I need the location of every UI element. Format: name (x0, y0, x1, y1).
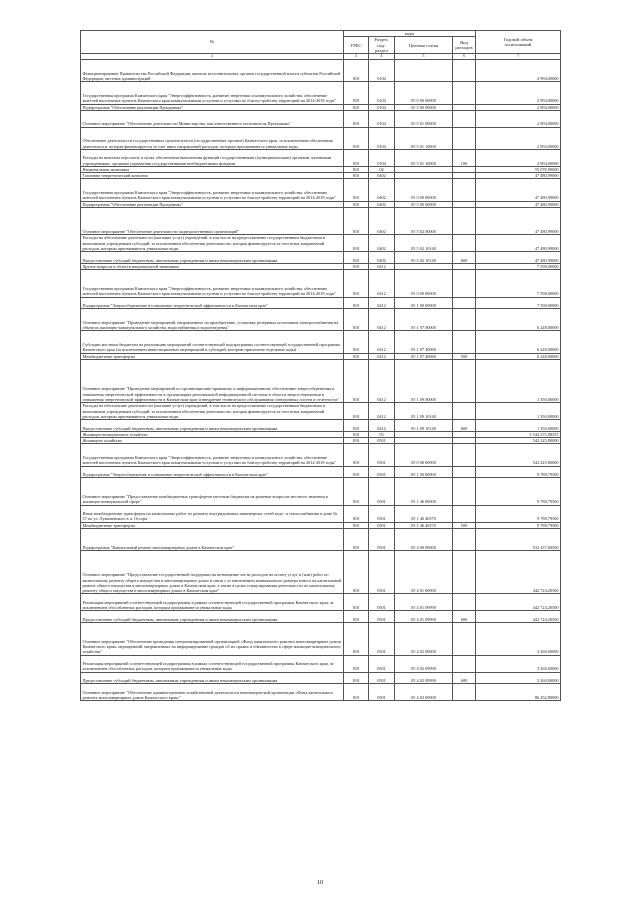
row-amount: 47 480,99000 (476, 235, 561, 252)
row-target-article: 05 1 09 00000 (395, 359, 453, 402)
row-name: Предоставление субсидий бюджетным, автономным учреждениям и иным некоммерческим организациям (81, 611, 344, 623)
row-amount: 2 994,00000 (476, 82, 561, 104)
row-target-article: 05 1 09 10140 (395, 420, 453, 432)
row-razdel: 0412 (369, 331, 395, 353)
row-razdel: 0501 (369, 478, 395, 506)
column-number: 2 (81, 54, 344, 60)
row-name: Предоставление субсидий бюджетным, автономным учреждениям и иным некоммерческим организациям (81, 420, 344, 432)
row-amount: 2 994,00000 (476, 104, 561, 110)
row-amount: 2 994,00000 (476, 127, 561, 149)
row-expense-type: 600 (453, 252, 476, 264)
row-target-article: 05 4 01 09990 (395, 594, 453, 611)
row-target-article: 05 4 03 00000 (395, 684, 453, 701)
row-razdel: 0104 (369, 82, 395, 104)
row-grbs: 810 (344, 528, 369, 550)
row-grbs: 810 (344, 201, 369, 207)
row-grbs: 810 (344, 309, 369, 331)
row-razdel: 0501 (369, 528, 395, 550)
row-amount: 542 225,80000 (476, 444, 561, 466)
table-row (81, 179, 561, 201)
table-row (81, 149, 561, 166)
row-amount: 542 225,80000 (476, 438, 561, 444)
row-expense-type (453, 309, 476, 331)
row-expense-type (453, 331, 476, 353)
row-grbs: 810 (344, 444, 369, 466)
table-row (81, 82, 561, 104)
row-grbs: 810 (344, 60, 369, 82)
row-amount: 532 437,00500 (476, 528, 561, 550)
row-expense-type (453, 403, 476, 420)
table-row (81, 505, 561, 522)
row-amount: 442 724,20500 (476, 594, 561, 611)
row-name: Жилищное хозяйство (81, 438, 344, 444)
row-name: Топливно-энергетический комплекс (81, 173, 344, 179)
row-name: Функционирование Правительства Российской Федерации, высших исполнительных органов государственной власти субъектов Российской Федерации, местных администраций (81, 60, 344, 82)
row-razdel: 0412 (369, 359, 395, 402)
row-target-article: 05 5 01 10000 (395, 127, 453, 149)
row-expense-type (453, 60, 476, 82)
header-target: Целевая статья (395, 37, 453, 54)
row-amount: 442 724,20500 (476, 611, 561, 623)
row-target-article: 05 1 46 40370 (395, 505, 453, 522)
row-name: Подпрограмма "Обеспечение реализации Программы" (81, 201, 344, 207)
row-name: Жилищно-коммунальное хозяйство (81, 431, 344, 437)
row-grbs: 810 (344, 110, 369, 127)
row-expense-type (453, 594, 476, 611)
row-razdel: 0501 (369, 551, 395, 594)
row-name: Государственная программа Камчатского края "Энергоэффективность, развитие энергетики и коммунального хозяйства, обеспечение жителей населенных пунктов Камчатского края коммунальными услугами и услугами по благоустройству территорий на 2014-2018 годы" (81, 270, 344, 298)
row-amount: 7 598,00000 (476, 297, 561, 309)
row-target-article: 05 0 00 00000 (395, 82, 453, 104)
row-razdel: 0501 (369, 611, 395, 623)
row-target-article: 05 1 07 40060 (395, 353, 453, 359)
table-row (81, 444, 561, 466)
row-grbs: 810 (344, 684, 369, 701)
row-expense-type (453, 655, 476, 672)
table-row (81, 655, 561, 672)
row-name: Другие вопросы в области национальной экономики (81, 263, 344, 269)
row-name: Подпрограмма "Энергосбережение и повышение энергетической эффективности в Камчатском крае" (81, 297, 344, 309)
row-amount: 47 480,99000 (476, 207, 561, 235)
table-row (81, 297, 561, 309)
page-number: 10 (316, 879, 324, 886)
row-target-article: 05 4 02 00000 (395, 622, 453, 655)
row-grbs: 810 (344, 403, 369, 420)
row-target-article: 05 0 00 00000 (395, 444, 453, 466)
row-name: Основное мероприятие "Проведение мероприятий, направленных на приобретение, установку резервных источников электроснабжения на объектах жилищно-коммунального хозяйства, водоснабжения и водоотведения" (81, 309, 344, 331)
row-target-article: 05 4 02 09990 (395, 672, 453, 684)
row-target-article: 05 1 07 00000 (395, 309, 453, 331)
row-expense-type (453, 505, 476, 522)
table-row (81, 110, 561, 127)
row-expense-type: 600 (453, 672, 476, 684)
row-name: Субсидии местным бюджетам на реализацию мероприятий соответствующей подпрограммы соответствующей государственной программы Камчатского края (за исключением инвестиционных мероприятий и субсидий, которым присвоены отдельные коды) (81, 331, 344, 353)
row-amount: 7 598,00000 (476, 263, 561, 269)
row-grbs: 810 (344, 104, 369, 110)
row-expense-type: 100 (453, 149, 476, 166)
row-name: Реализация мероприятий соответствующей подпрограммы в рамках соответствующей государственной программы Камчатского края, за исключением обособленных расходов, которым присваиваются уникальные коды (81, 594, 344, 611)
table-row (81, 672, 561, 684)
row-grbs: 810 (344, 431, 369, 437)
row-razdel: 0412 (369, 403, 395, 420)
row-razdel: 0501 (369, 622, 395, 655)
row-name: Реализация мероприятий соответствующей подпрограммы в рамках соответствующей государственной программы Камчатского края, за исключением обособленных расходов, которым присваиваются уникальные коды (81, 655, 344, 672)
row-grbs: 810 (344, 270, 369, 298)
header-amount: Годовой объем ассигнований (476, 31, 561, 54)
row-amount: 55 078,99000 (476, 166, 561, 172)
table-row (81, 684, 561, 701)
row-expense-type (453, 207, 476, 235)
row-razdel: 05 (369, 431, 395, 437)
row-target-article: 05 5 02 10140 (395, 252, 453, 264)
row-grbs: 810 (344, 551, 369, 594)
row-razdel: 0412 (369, 353, 395, 359)
table-row (81, 478, 561, 506)
row-razdel: 0412 (369, 309, 395, 331)
row-amount: 6 248,00000 (476, 331, 561, 353)
row-amount: 1 350,00000 (476, 403, 561, 420)
row-expense-type (453, 359, 476, 402)
row-name: Расходы на выплаты персоналу в целях обеспечения выполнения функций государственными (муниципальными) органами, казенными учреждениями, органами управления государственными внебюджетными фондами (81, 149, 344, 166)
row-grbs: 810 (344, 672, 369, 684)
column-number: 5 (395, 54, 453, 60)
table-row (81, 528, 561, 550)
row-grbs: 810 (344, 359, 369, 402)
row-expense-type: 500 (453, 522, 476, 528)
row-expense-type: 500 (453, 353, 476, 359)
row-razdel: 0104 (369, 110, 395, 127)
row-grbs: 810 (344, 353, 369, 359)
row-amount: 3 260,00000 (476, 672, 561, 684)
row-expense-type (453, 82, 476, 104)
row-amount: 9 788,79500 (476, 505, 561, 522)
row-expense-type (453, 622, 476, 655)
row-target-article: 05 5 00 00000 (395, 104, 453, 110)
budget-sheet (80, 30, 560, 701)
row-grbs: 810 (344, 252, 369, 264)
row-grbs: 810 (344, 522, 369, 528)
row-expense-type (453, 179, 476, 201)
row-amount: 9 788,79500 (476, 478, 561, 506)
row-grbs: 810 (344, 655, 369, 672)
row-razdel: 0104 (369, 149, 395, 166)
row-razdel: 0501 (369, 466, 395, 478)
row-grbs: 810 (344, 466, 369, 478)
row-razdel: 0402 (369, 207, 395, 235)
table-row (81, 622, 561, 655)
row-grbs: 810 (344, 622, 369, 655)
table-row (81, 611, 561, 623)
header-vid: Вид расходов (453, 37, 476, 54)
row-razdel: 0501 (369, 594, 395, 611)
table-row (81, 359, 561, 402)
table-row (81, 127, 561, 149)
row-target-article: 05 4 01 00000 (395, 551, 453, 594)
row-expense-type (453, 110, 476, 127)
row-razdel: 0402 (369, 173, 395, 179)
row-razdel: 0402 (369, 252, 395, 264)
row-grbs: 810 (344, 420, 369, 432)
row-amount: 6 248,00000 (476, 309, 561, 331)
row-razdel: 0501 (369, 505, 395, 522)
table-row (81, 403, 561, 420)
row-razdel: 0412 (369, 420, 395, 432)
row-name: Основное мероприятие "Обеспечение деятельности подведомственных организаций" (81, 207, 344, 235)
row-amount: 47 480,99000 (476, 173, 561, 179)
table-row (81, 309, 561, 331)
row-name: Межбюджетные трансферты (81, 353, 344, 359)
row-target-article: 05 4 02 09990 (395, 655, 453, 672)
row-expense-type (453, 551, 476, 594)
row-amount: 1 350,00000 (476, 420, 561, 432)
row-razdel: 0412 (369, 263, 395, 269)
row-name: Основное мероприятие "Обеспечение деятельности Министерства, как ответственного исполнителя Программы" (81, 110, 344, 127)
row-target-article: 05 1 07 40060 (395, 331, 453, 353)
table-row (81, 270, 561, 298)
row-target-article: 05 1 46 00000 (395, 478, 453, 506)
row-expense-type (453, 478, 476, 506)
row-grbs: 810 (344, 127, 369, 149)
row-razdel: 0104 (369, 60, 395, 82)
row-target-article: 05 1 09 10140 (395, 403, 453, 420)
row-expense-type (453, 297, 476, 309)
row-target-article: 05 1 00 00000 (395, 466, 453, 478)
row-grbs: 810 (344, 149, 369, 166)
row-grbs: 810 (344, 297, 369, 309)
table-row (81, 60, 561, 82)
row-name: Подпрограмма "Капитальный ремонт многоквартирных домов в Камчатском крае" (81, 528, 344, 550)
row-name: Предоставление субсидий бюджетным, автономным учреждениям и иным некоммерческим организациям (81, 672, 344, 684)
row-grbs: 810 (344, 166, 369, 172)
row-razdel: 0412 (369, 297, 395, 309)
row-target-article: 05 1 46 40370 (395, 522, 453, 528)
row-razdel: 0104 (369, 127, 395, 149)
row-grbs: 810 (344, 179, 369, 201)
row-expense-type (453, 270, 476, 298)
row-expense-type (453, 684, 476, 701)
row-amount: 2 994,00000 (476, 149, 561, 166)
row-name: Расходы на обеспечение деятельности (оказание услуг) учреждений, в том числе на предоставление государственным бюджетным и автономным учреждениям субсидий, за исключением обеспечения деятельности, которая финансируется за счет иных направлений расходов, которым присваиваются уникальные коды (81, 403, 344, 420)
row-name: Иные межбюджетные трансферты на капитальные работ по ремонту внутридомовых инженерных сетей водо- и теплоснабжения в доме № 57 по ул. Лукашевского в п. Оссора (81, 505, 344, 522)
row-target-article (395, 60, 453, 82)
row-name: Предоставление субсидий бюджетным, автономным учреждениям и иным некоммерческим организациям (81, 252, 344, 264)
row-grbs: 810 (344, 207, 369, 235)
row-razdel: 0501 (369, 672, 395, 684)
row-name: Государственная программа Камчатского края "Энергоэффективность, развитие энергетики и коммунального хозяйства, обеспечение жителей населенных пунктов Камчатского края коммунальными услугами и услугами по благоустройству территорий на 2014-2018 годы" (81, 82, 344, 104)
row-target-article: 05 5 01 10000 (395, 149, 453, 166)
row-grbs: 810 (344, 505, 369, 522)
row-expense-type (453, 466, 476, 478)
row-razdel: 0412 (369, 270, 395, 298)
row-amount: 3 260,00000 (476, 622, 561, 655)
row-amount: 47 480,99000 (476, 252, 561, 264)
column-number: 3 (344, 54, 369, 60)
row-expense-type (453, 127, 476, 149)
row-amount: 1 350,00000 (476, 359, 561, 402)
row-target-article: 05 0 00 00000 (395, 270, 453, 298)
row-name: Государственная программа Камчатского края "Энергоэффективность, развитие энергетики и коммунального хозяйства, обеспечение жителей населенных пунктов Камчатского края коммунальными услугами и услугами по благоустройству территорий на 2014-2018 годы" (81, 444, 344, 466)
row-name: Обеспечение деятельности государственных органов власти (государственных органов) Камчатского края, за исключением обеспечения деятельности, которая финансируется за счет иных направлений расходов, которым присваиваются уникальные коды (81, 127, 344, 149)
row-name: Государственная программа Камчатского края "Энергоэффективность, развитие энергетики и коммунального хозяйства, обеспечение жителей населенных пунктов Камчатского края коммунальными услугами и услугами по благоустройству территорий на 2014-2018 годы" (81, 179, 344, 201)
row-razdel: 0402 (369, 235, 395, 252)
row-name: Основное мероприятие "Обеспечение проведения специализированной организацией «Фонд капитального ремонта многоквартирных домов Камчатского края» мероприятий, направленных на информирование граждан об их правах и обязанностях в сфере жилищно-коммунального хозяйства" (81, 622, 344, 655)
row-razdel: 0402 (369, 179, 395, 201)
row-expense-type (453, 444, 476, 466)
row-amount: 6 248,00000 (476, 353, 561, 359)
row-razdel: 0402 (369, 201, 395, 207)
row-amount: 47 480,99000 (476, 201, 561, 207)
row-grbs: 810 (344, 235, 369, 252)
table-row (81, 420, 561, 432)
table-row (81, 551, 561, 594)
row-amount: 86 452,80000 (476, 684, 561, 701)
table-row (81, 252, 561, 264)
header-number: № (81, 31, 344, 54)
row-target-article: 05 4 01 09990 (395, 611, 453, 623)
row-razdel: 0501 (369, 438, 395, 444)
row-name: Расходы на обеспечение деятельности (оказание услуг) учреждений, в том числе на предоставление государственным бюджетным и автономным учреждениям субсидий, за исключением обеспечения деятельности, которая финансируется за счет иных направлений расходов, которым присваиваются уникальные коды (81, 235, 344, 252)
row-target-article: 05 5 01 00000 (395, 110, 453, 127)
row-expense-type: 600 (453, 611, 476, 623)
row-amount: 2 994,00000 (476, 60, 561, 82)
table-row (81, 594, 561, 611)
row-amount: 5 544 275,98355 (476, 431, 561, 437)
row-amount: 9 788,79500 (476, 522, 561, 528)
column-number: 7 (476, 54, 561, 60)
row-target-article: 05 5 02 10140 (395, 235, 453, 252)
table-row (81, 235, 561, 252)
row-grbs: 810 (344, 478, 369, 506)
row-razdel: 0104 (369, 104, 395, 110)
table-row (81, 331, 561, 353)
row-target-article: 05 1 00 00000 (395, 297, 453, 309)
row-grbs: 810 (344, 438, 369, 444)
row-amount: 3 260,00000 (476, 655, 561, 672)
column-number: 4 (369, 54, 395, 60)
row-razdel: 0501 (369, 522, 395, 528)
row-grbs: 810 (344, 82, 369, 104)
row-amount: 47 480,99000 (476, 179, 561, 201)
budget-table (80, 30, 561, 701)
column-number: 6 (453, 54, 476, 60)
row-name: Основное мероприятие "Предоставление государственной поддержки на возмещение части расходов на оплату услуг и (или) работ по капитальному ремонту общего имущества в многоквартирных домах в связи с установлением минимального размера взноса на капитальный ремонт общего имущества в многоквартирных домах в Камчатском крае, а также в целях стимулирования деятельности по капитальному ремонту общего имущества в многоквартирных домах в Камчатском крае" (81, 551, 344, 594)
row-target-article: 05 5 00 00000 (395, 201, 453, 207)
row-expense-type (453, 235, 476, 252)
row-grbs: 810 (344, 594, 369, 611)
row-amount: 7 598,00000 (476, 270, 561, 298)
row-razdel: 04 (369, 166, 395, 172)
row-expense-type: 600 (453, 420, 476, 432)
row-amount: 442 724,20500 (476, 551, 561, 594)
header-codes: коды (344, 31, 476, 37)
table-row (81, 207, 561, 235)
row-name: Подпрограмма "Энергосбережение и повышение энергетической эффективности в Камчатском крае" (81, 466, 344, 478)
row-target-article: 05 4 00 00000 (395, 528, 453, 550)
row-name: Основное мероприятие "Предоставление межбюджетных трансфертов местным бюджетам на решение вопросов местного значения в жилищно-коммунальной сфере" (81, 478, 344, 506)
row-razdel: 0501 (369, 684, 395, 701)
row-name: Основное мероприятие "Проведение мероприятий по организационно-правовому и информационному обеспечению энергосбережения и повышения энергетической эффективности в организациях региональной информационной системы в области энергосбережения и повышения энергетической эффективности в Камчатском крае и внедрение технического обслуживания электронных систем и отчетности" (81, 359, 344, 402)
row-razdel: 0501 (369, 655, 395, 672)
row-grbs: 810 (344, 173, 369, 179)
row-razdel: 0501 (369, 444, 395, 466)
row-target-article: 05 5 02 00000 (395, 207, 453, 235)
header-razdel: Раздел, под- раздел (369, 37, 395, 54)
row-name: Подпрограмма "Обеспечение реализации Программы" (81, 104, 344, 110)
row-amount: 9 788,79500 (476, 466, 561, 478)
row-grbs: 810 (344, 331, 369, 353)
row-expense-type (453, 528, 476, 550)
row-grbs: 810 (344, 611, 369, 623)
row-grbs: 810 (344, 263, 369, 269)
header-grbs: ГРБС (344, 37, 369, 54)
row-target-article: 05 0 00 00000 (395, 179, 453, 201)
row-name: Межбюджетные трансферты (81, 522, 344, 528)
row-amount: 2 994,00000 (476, 110, 561, 127)
table-row (81, 466, 561, 478)
row-name: Основное мероприятие "Обеспечение административно-хозяйственной деятельности некоммерческой организации «Фонд капитального ремонта многоквартирных домов Камчатского края»" (81, 684, 344, 701)
row-name: Национальная экономика (81, 166, 344, 172)
